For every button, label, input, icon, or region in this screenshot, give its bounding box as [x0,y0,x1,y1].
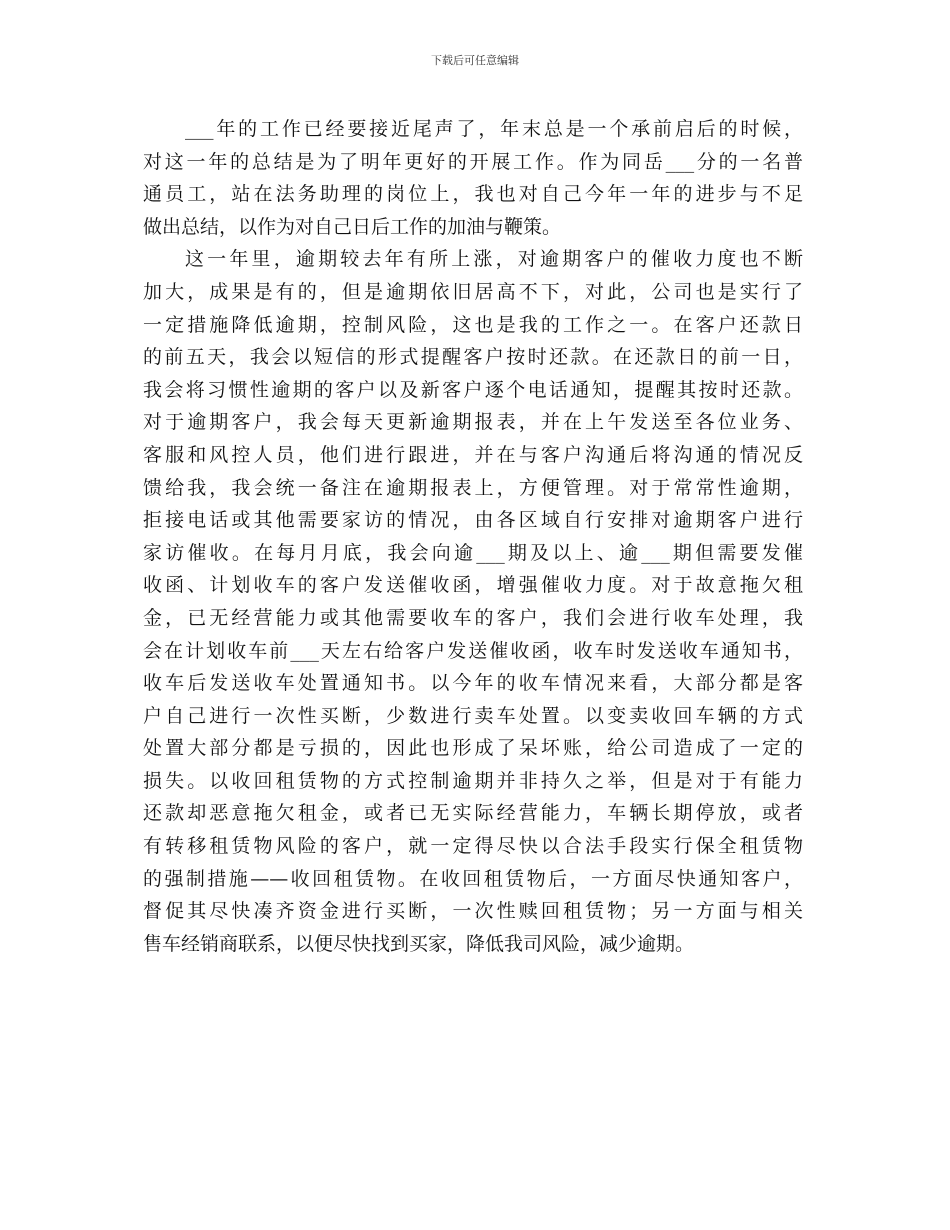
page-header: 下载后可任意编辑 [431,54,519,67]
paragraph-overdue-work [143,243,803,960]
text-line: 客服和风控人员，他们进行跟进，并在与客户沟通后将沟通的情况反 [143,443,803,466]
text-line: 一定措施降低逾期，控制风险，这也是我的工作之一。在客户还款日 [143,313,803,336]
text-line: 户自己进行一次性买断，少数进行卖车处置。以变卖收回车辆的方式 [143,704,803,727]
text-line: 损失。以收回租赁物的方式控制逾期并非持久之举，但是对于有能力 [143,769,803,792]
text-line: 处置大部分都是亏损的，因此也形成了呆坏账，给公司造成了一定的 [143,737,803,760]
paragraph-intro [143,113,803,243]
text-line: 馈给我，我会统一备注在逾期报表上，方便管理。对于常常性逾期， [143,476,803,499]
text-line: 对于逾期客户，我会每天更新逾期报表，并在上午发送至各位业务、 [143,411,803,434]
text-line: 对这一年的总结是为了明年更好的开展工作。作为同岳___分的一名普 [143,150,803,173]
text-line: 拒接电话或其他需要家访的情况，由各区域自行安排对逾期客户进行 [143,509,803,532]
text-line: 督促其尽快凑齐资金进行买断，一次性赎回租赁物；另一方面与相关 [143,900,803,923]
text-line: 金，已无经营能力或其他需要收车的客户，我们会进行收车处理，我 [143,606,803,629]
text-line: 有转移租赁物风险的客户，就一定得尽快以合法手段实行保全租赁物 [143,835,803,858]
text-line: 收车后发送收车处置通知书。以今年的收车情况来看，大部分都是客 [143,672,803,695]
text-line: 做出总结，以作为对自己日后工作的加油与鞭策。 [143,215,562,238]
text-line: 加大，成果是有的，但是逾期依旧居高不下，对此，公司也是实行了 [143,280,803,303]
text-line: 这一年里，逾期较去年有所上涨，对逾期客户的催收力度也不断 [185,248,803,271]
text-line: 会在计划收车前___天左右给客户发送催收函，收车时发送收车通知书， [143,639,803,662]
text-line: 的强制措施——收回租赁物。在收回租赁物后，一方面尽快通知客户， [143,867,803,890]
text-line: 家访催收。在每月月底，我会向逾___期及以上、逾___期但需要发催 [143,541,803,564]
text-line: 还款却恶意拖欠租金，或者已无实际经营能力，车辆长期停放，或者 [143,802,803,825]
text-line: 售车经销商联系，以便尽快找到买家，降低我司风险，减少逾期。 [143,932,695,955]
text-line: 我会将习惯性逾期的客户以及新客户逐个电话通知，提醒其按时还款。 [143,378,803,401]
document-body [143,113,803,960]
text-line: ___年的工作已经要接近尾声了，年末总是一个承前启后的时候， [185,118,803,140]
text-line: 通员工，站在法务助理的岗位上，我也对自己今年一年的进步与不足 [143,183,803,206]
text-line: 收函、计划收车的客户发送催收函，增强催收力度。对于故意拖欠租 [143,574,803,597]
text-line: 的前五天，我会以短信的形式提醒客户按时还款。在还款日的前一日， [143,346,803,369]
